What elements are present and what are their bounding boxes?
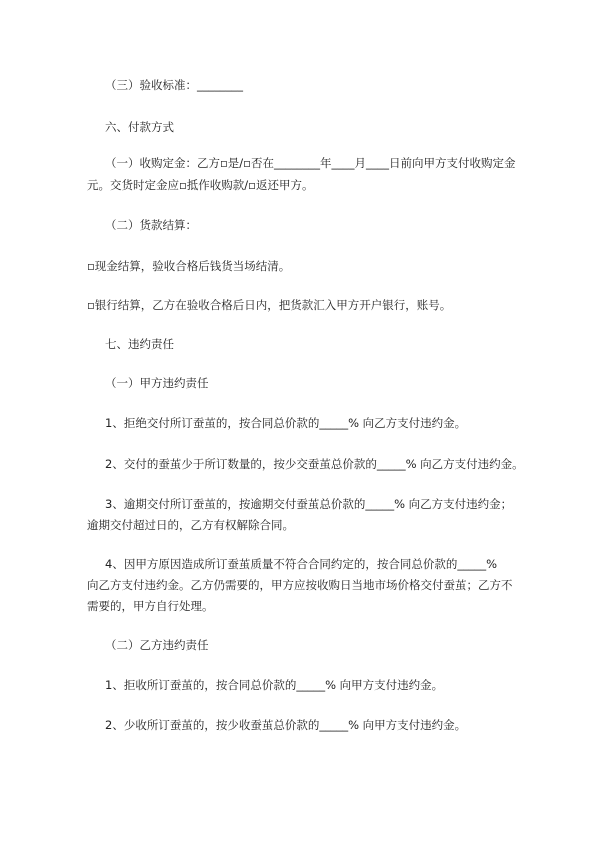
- party-a-liability-heading: （一）甲方违约责任: [105, 376, 209, 390]
- cash-settlement-line: ▫现金结算，验收合格后钱货当场结清。: [87, 259, 291, 273]
- party-a-clause-1: 1、拒绝交付所订蚕茧的，按合同总价款的_____% 向乙方支付违约金。: [105, 416, 467, 430]
- party-a-clause-4-line-2: 向乙方支付违约金。乙方仍需要的，甲方应按收购日当地市场价格交付蚕茧；乙方不: [87, 578, 513, 592]
- party-a-clause-4-line-1: 4、因甲方原因造成所订蚕茧质量不符合合同约定的，按合同总价款的_____%: [105, 557, 497, 571]
- acceptance-standard-line: （三）验收标准：________: [105, 78, 243, 92]
- settlement-heading: （二）货款结算：: [105, 218, 197, 232]
- deposit-clause-line-1: （一）收购定金：乙方▫是/▫否在________年____月____日前向甲方支付收购定金: [105, 156, 516, 170]
- section-heading-payment: 六、付款方式: [105, 120, 174, 134]
- bank-settlement-line: ▫银行结算，乙方在验收合格后日内，把货款汇入甲方开户银行，账号。: [87, 298, 452, 312]
- party-b-liability-heading: （二）乙方违约责任: [105, 638, 209, 652]
- party-b-clause-2: 2、少收所订蚕茧的，按少收蚕茧总价款的_____% 向甲方支付违约金。: [105, 718, 467, 732]
- section-heading-liability: 七、违约责任: [105, 337, 174, 351]
- party-b-clause-1: 1、拒收所订蚕茧的，按合同总价款的_____% 向甲方支付违约金。: [105, 678, 444, 692]
- party-a-clause-3-line-2: 逾期交付超过日的，乙方有权解除合同。: [87, 518, 294, 532]
- party-a-clause-3-line-1: 3、逾期交付所订蚕茧的，按逾期交付蚕茧总价款的_____% 向乙方支付违约金；: [105, 497, 513, 511]
- party-a-clause-2: 2、交付的蚕茧少于所订数量的，按少交蚕茧总价款的_____% 向乙方支付违约金。: [105, 457, 524, 471]
- party-a-clause-4-line-3: 需要的，甲方自行处理。: [87, 599, 214, 613]
- deposit-clause-line-2: 元。交货时定金应▫抵作收购款/▫返还甲方。: [87, 178, 314, 192]
